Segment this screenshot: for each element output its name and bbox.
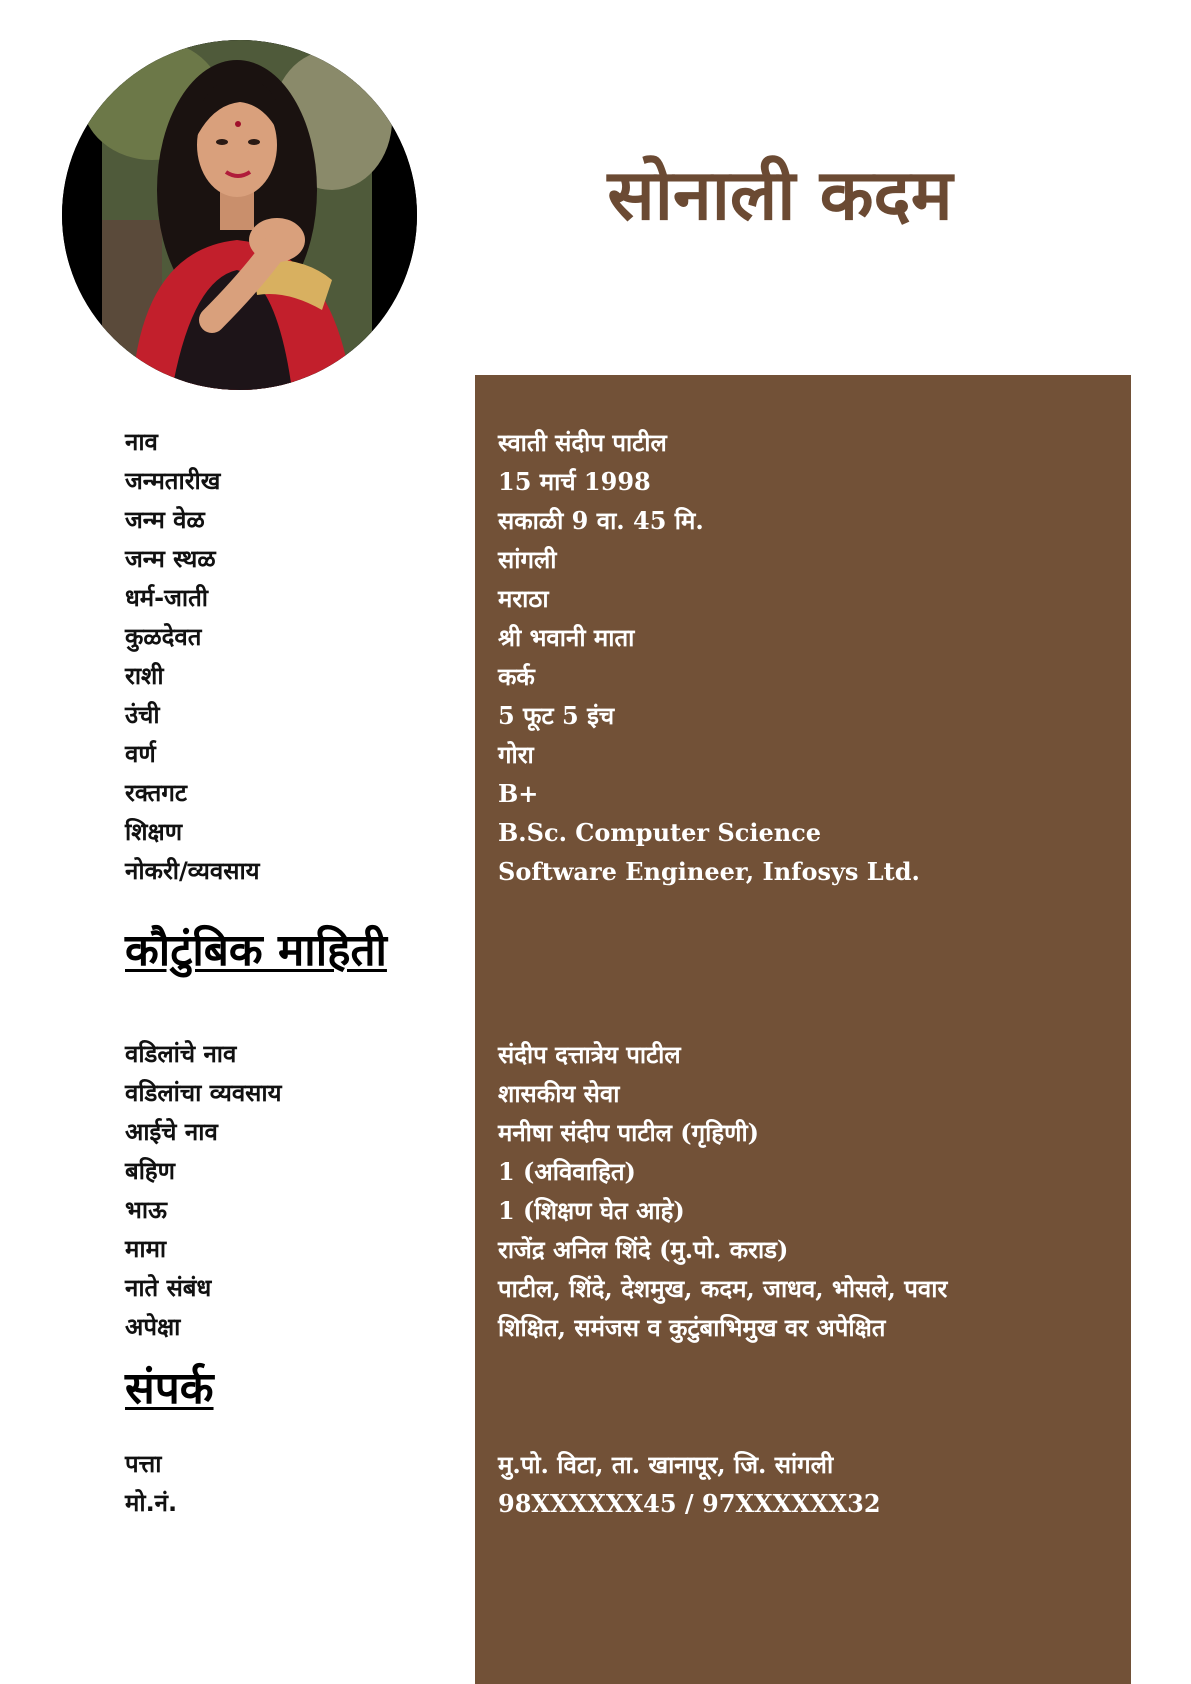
family-heading: कौटुंबिक माहिती xyxy=(125,925,387,976)
contact-label: पत्ता xyxy=(125,1450,162,1478)
family-value: शिक्षित, समंजस व कुटुंबाभिमुख वर अपेक्षित xyxy=(498,1313,886,1342)
detail-label: शिक्षण xyxy=(125,818,183,846)
contact-row xyxy=(0,1445,1191,1484)
detail-row xyxy=(0,774,1191,813)
family-label: अपेक्षा xyxy=(125,1313,181,1341)
family-row xyxy=(0,1269,1191,1308)
contact-row xyxy=(0,1484,1191,1523)
family-label: भाऊ xyxy=(125,1196,167,1224)
detail-row xyxy=(0,735,1191,774)
detail-label: नोकरी/व्यवसाय xyxy=(125,857,260,885)
profile-photo xyxy=(62,40,417,390)
detail-value: Software Engineer, Infosys Ltd. xyxy=(498,857,920,886)
family-label: नाते संबंध xyxy=(125,1274,212,1302)
detail-label: जन्म स्थळ xyxy=(125,545,216,573)
detail-label: राशी xyxy=(125,662,164,690)
family-label: वडिलांचा व्यवसाय xyxy=(125,1079,282,1107)
detail-value: B.Sc. Computer Science xyxy=(498,818,822,847)
contact-value: मु.पो. विटा, ता. खानापूर, जि. सांगली xyxy=(498,1450,834,1479)
family-row xyxy=(0,1152,1191,1191)
detail-value: 15 मार्च 1998 xyxy=(498,467,651,496)
detail-value: गोरा xyxy=(498,740,534,769)
family-row xyxy=(0,1191,1191,1230)
detail-label: जन्म वेळ xyxy=(125,506,205,534)
detail-row xyxy=(0,462,1191,501)
family-value: संदीप दत्तात्रेय पाटील xyxy=(498,1040,681,1069)
detail-row xyxy=(0,540,1191,579)
detail-value: सकाळी 9 वा. 45 मि. xyxy=(498,506,704,535)
detail-value: B+ xyxy=(498,779,539,808)
detail-row xyxy=(0,852,1191,891)
detail-row xyxy=(0,501,1191,540)
detail-value: श्री भवानी माता xyxy=(498,623,635,652)
family-value: शासकीय सेवा xyxy=(498,1079,620,1108)
detail-row xyxy=(0,423,1191,462)
detail-value: स्वाती संदीप पाटील xyxy=(498,428,667,457)
detail-label: जन्मतारीख xyxy=(125,467,221,495)
family-row xyxy=(0,1113,1191,1152)
detail-label: रक्तगट xyxy=(125,779,187,807)
detail-row xyxy=(0,618,1191,657)
detail-row xyxy=(0,813,1191,852)
family-label: वडिलांचे नाव xyxy=(125,1040,237,1068)
detail-label: उंची xyxy=(125,701,160,729)
detail-label: धर्म-जाती xyxy=(125,584,208,612)
contact-value: 98XXXXXX45 / 97XXXXXX32 xyxy=(498,1489,881,1518)
detail-label: वर्ण xyxy=(125,740,156,768)
detail-row xyxy=(0,579,1191,618)
detail-value: कर्क xyxy=(498,662,535,691)
portrait-image xyxy=(62,40,417,390)
family-row xyxy=(0,1230,1191,1269)
detail-row xyxy=(0,657,1191,696)
family-value: राजेंद्र अनिल शिंदे (मु.पो. कराड) xyxy=(498,1235,789,1264)
contact-heading: संपर्क xyxy=(125,1363,214,1414)
detail-label: कुळदेवत xyxy=(125,623,202,651)
family-row xyxy=(0,1074,1191,1113)
family-value: 1 (शिक्षण घेत आहे) xyxy=(498,1196,685,1225)
family-label: मामा xyxy=(125,1235,167,1263)
family-row xyxy=(0,1308,1191,1347)
detail-label: नाव xyxy=(125,428,158,456)
family-row xyxy=(0,1035,1191,1074)
detail-row xyxy=(0,696,1191,735)
detail-value: मराठा xyxy=(498,584,549,613)
contact-label: मो.नं. xyxy=(125,1489,178,1517)
family-label: बहिण xyxy=(125,1157,176,1185)
detail-value: सांगली xyxy=(498,545,557,574)
page-title: सोनाली कदम xyxy=(607,154,953,236)
family-value: 1 (अविवाहित) xyxy=(498,1157,636,1186)
family-value: मनीषा संदीप पाटील (गृहिणी) xyxy=(498,1118,760,1147)
family-value: पाटील, शिंदे, देशमुख, कदम, जाधव, भोसले, पवार xyxy=(498,1274,948,1303)
family-label: आईचे नाव xyxy=(125,1118,218,1146)
detail-value: 5 फूट 5 इंच xyxy=(498,701,615,730)
